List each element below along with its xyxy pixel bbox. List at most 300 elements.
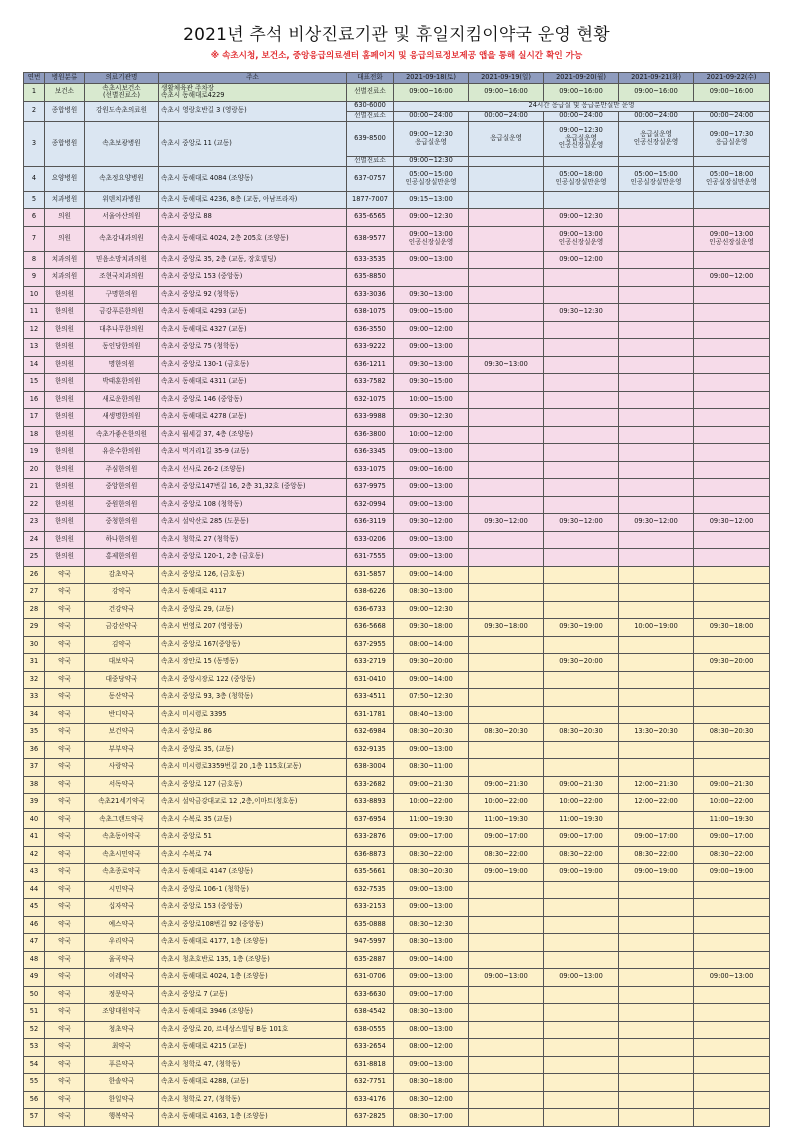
cell-d3-line3: 인공신장실운영 xyxy=(558,141,604,150)
cell-d5 xyxy=(694,226,770,251)
cell-d1: 08:30~22:00 xyxy=(394,846,469,864)
cell-d2: 09:00~21:30 xyxy=(469,776,544,794)
cell-d3 xyxy=(544,286,619,304)
table-row xyxy=(24,339,770,357)
cell-phone: 637-2825 xyxy=(347,1109,394,1127)
cell-d2 xyxy=(469,496,544,514)
cell-d1: 07:50~12:30 xyxy=(394,689,469,707)
cell-address: 속초시 중앙로 108 (청학동) xyxy=(159,496,347,514)
cell-d5 xyxy=(694,881,770,899)
cell-d4 xyxy=(619,356,694,374)
cell-d3 xyxy=(544,741,619,759)
table-row xyxy=(24,286,770,304)
cell-d2 xyxy=(469,636,544,654)
cell-type: 한의원 xyxy=(45,339,85,357)
cell-d2 xyxy=(469,391,544,409)
cell-no: 4 xyxy=(24,166,45,191)
cell-d3: 08:30~20:30 xyxy=(544,724,619,742)
cell-address: 속초시 동해대로 4311 (교동) xyxy=(159,374,347,392)
cell-no: 51 xyxy=(24,1004,45,1022)
cell-d2 xyxy=(469,251,544,269)
cell-d2: 11:00~19:30 xyxy=(469,811,544,829)
cell-phone: 633-3535 xyxy=(347,251,394,269)
cell-name: 행복약국 xyxy=(85,1109,159,1127)
cell-d3 xyxy=(544,156,619,166)
cell-d4 xyxy=(619,1091,694,1109)
cell-type: 약국 xyxy=(45,759,85,777)
cell-no: 37 xyxy=(24,759,45,777)
cell-d5 xyxy=(694,689,770,707)
cell-name: 한솔약국 xyxy=(85,1074,159,1092)
cell-name: 서울아산의원 xyxy=(85,209,159,227)
cell-phone: 636-8873 xyxy=(347,846,394,864)
cell-no: 39 xyxy=(24,794,45,812)
table-row xyxy=(24,1056,770,1074)
cell-d1-line1: 05:00~15:00 xyxy=(409,169,453,178)
cell-name: 부부약국 xyxy=(85,741,159,759)
cell-type: 한의원 xyxy=(45,391,85,409)
cell-d2 xyxy=(469,601,544,619)
cell-phone: 632-0994 xyxy=(347,496,394,514)
cell-d5 xyxy=(694,339,770,357)
cell-address: 속초시 장안로 15 (동명동) xyxy=(159,654,347,672)
cell-d3-line2: 인공신장실운영 xyxy=(558,237,604,246)
cell-phone: 선별진료소 xyxy=(347,84,394,102)
cell-d2 xyxy=(469,671,544,689)
cell-phone: 632-1075 xyxy=(347,391,394,409)
cell-d5: 11:00~19:30 xyxy=(694,811,770,829)
cell-d2 xyxy=(469,1021,544,1039)
cell-d2 xyxy=(469,689,544,707)
table-row xyxy=(24,209,770,227)
cell-d3: 08:30~22:00 xyxy=(544,846,619,864)
cell-d4 xyxy=(619,986,694,1004)
cell-phone: 638-3004 xyxy=(347,759,394,777)
cell-type: 약국 xyxy=(45,584,85,602)
cell-type: 치과의원 xyxy=(45,269,85,287)
table-row xyxy=(24,514,770,532)
cell-d5 xyxy=(694,951,770,969)
cell-d1: 09:00~13:00 xyxy=(394,444,469,462)
cell-address: 속초시 설악산로 285 (도문동) xyxy=(159,514,347,532)
cell-type: 약국 xyxy=(45,776,85,794)
cell-d2 xyxy=(469,1039,544,1057)
cell-no: 6 xyxy=(24,209,45,227)
cell-d5 xyxy=(694,304,770,322)
cell-phone: 632-7535 xyxy=(347,881,394,899)
cell-d2: 08:30~20:30 xyxy=(469,724,544,742)
header-phone: 대표전화 xyxy=(347,73,394,84)
cell-d1: 09:30~13:00 xyxy=(394,286,469,304)
cell-name: 이레약국 xyxy=(85,969,159,987)
cell-d2 xyxy=(469,1074,544,1092)
cell-no: 13 xyxy=(24,339,45,357)
cell-d1: 09:00~12:30 xyxy=(394,601,469,619)
cell-name: 속초정요양병원 xyxy=(85,166,159,191)
cell-d2 xyxy=(469,269,544,287)
cell-no: 32 xyxy=(24,671,45,689)
header-no: 연번 xyxy=(24,73,45,84)
cell-name: 시민약국 xyxy=(85,881,159,899)
cell-d3 xyxy=(544,636,619,654)
table-row xyxy=(24,934,770,952)
header-type: 병원분류 xyxy=(45,73,85,84)
cell-d1: 08:30~11:00 xyxy=(394,759,469,777)
cell-d3 xyxy=(544,1109,619,1127)
table-row xyxy=(24,461,770,479)
cell-d2 xyxy=(469,1004,544,1022)
cell-d5 xyxy=(694,121,770,156)
cell-d1: 09:00~15:00 xyxy=(394,304,469,322)
table-row xyxy=(24,671,770,689)
cell-d5 xyxy=(694,549,770,567)
cell-type: 약국 xyxy=(45,1039,85,1057)
cell-type: 약국 xyxy=(45,601,85,619)
cell-phone: 631-0706 xyxy=(347,969,394,987)
cell-type: 한의원 xyxy=(45,549,85,567)
cell-d4 xyxy=(619,549,694,567)
table-row xyxy=(24,584,770,602)
cell-d1: 08:40~13:00 xyxy=(394,706,469,724)
cell-name: 대추나무한의원 xyxy=(85,321,159,339)
cell-d2 xyxy=(469,286,544,304)
cell-d1: 08:30~13:00 xyxy=(394,584,469,602)
cell-phone: 637-0757 xyxy=(347,166,394,191)
cell-name: 강약국 xyxy=(85,584,159,602)
cell-d3 xyxy=(544,166,619,191)
cell-type: 한의원 xyxy=(45,304,85,322)
cell-d5 xyxy=(694,1074,770,1092)
cell-no: 7 xyxy=(24,226,45,251)
cell-no: 28 xyxy=(24,601,45,619)
cell-address: 속초시 중앙로 35, (교동) xyxy=(159,741,347,759)
cell-d2 xyxy=(469,191,544,209)
cell-d3 xyxy=(544,479,619,497)
cell-d3-line1: 09:00~12:30 xyxy=(559,126,603,135)
cell-no: 33 xyxy=(24,689,45,707)
cell-d5 xyxy=(694,156,770,166)
cell-no: 30 xyxy=(24,636,45,654)
cell-address: 속초시 중앙로 86 xyxy=(159,724,347,742)
cell-address: 속초시 월세길 37, 4층 (조양동) xyxy=(159,426,347,444)
cell-address: 속초시 동해대로 4024, 2층 205호 (조양동) xyxy=(159,226,347,251)
cell-phone: 638-0555 xyxy=(347,1021,394,1039)
cell-d5 xyxy=(694,374,770,392)
cell-type: 약국 xyxy=(45,689,85,707)
cell-d1: 09:00~17:00 xyxy=(394,986,469,1004)
cell-d2 xyxy=(469,166,544,191)
cell-d2 xyxy=(469,426,544,444)
cell-type: 약국 xyxy=(45,811,85,829)
cell-type: 한의원 xyxy=(45,286,85,304)
cell-d4 xyxy=(619,601,694,619)
cell-d5 xyxy=(694,1021,770,1039)
cell-phone: 635-6565 xyxy=(347,209,394,227)
cell-address: 속초시 먹거리1길 35-9 (교동) xyxy=(159,444,347,462)
cell-no: 19 xyxy=(24,444,45,462)
cell-d2 xyxy=(469,741,544,759)
cell-phone: 633-2682 xyxy=(347,776,394,794)
cell-address: 속초시 동해대로 4084 (조양동) xyxy=(159,166,347,191)
cell-phone: 631-7555 xyxy=(347,549,394,567)
cell-address: 속초시 중앙로 127 (금호동) xyxy=(159,776,347,794)
cell-d4 xyxy=(619,1039,694,1057)
cell-d5 xyxy=(694,321,770,339)
table-row xyxy=(24,864,770,882)
cell-d3: 11:00~19:30 xyxy=(544,811,619,829)
table-row xyxy=(24,191,770,209)
cell-no: 31 xyxy=(24,654,45,672)
cell-d4 xyxy=(619,1021,694,1039)
table-row xyxy=(24,654,770,672)
cell-d2 xyxy=(469,986,544,1004)
table-row xyxy=(24,724,770,742)
cell-no: 3 xyxy=(24,121,45,166)
cell-d4 xyxy=(619,304,694,322)
table-row xyxy=(24,1039,770,1057)
table-row xyxy=(24,479,770,497)
cell-d5: 09:00~13:00 xyxy=(694,969,770,987)
cell-d1: 09:00~14:00 xyxy=(394,566,469,584)
cell-d4: 10:00~19:00 xyxy=(619,619,694,637)
cell-phone: 637-6954 xyxy=(347,811,394,829)
cell-d4 xyxy=(619,374,694,392)
cell-d2: 10:00~22:00 xyxy=(469,794,544,812)
cell-d4 xyxy=(619,689,694,707)
table-row xyxy=(24,1109,770,1127)
cell-d3 xyxy=(544,934,619,952)
cell-address: 속초시 영랑호반길 3 (영랑동) xyxy=(159,101,347,121)
cell-type: 약국 xyxy=(45,899,85,917)
cell-d3 xyxy=(544,916,619,934)
cell-d1: 09:00~13:00 xyxy=(394,531,469,549)
cell-d5 xyxy=(694,391,770,409)
cell-d5 xyxy=(694,1109,770,1127)
cell-name: 강원도속초의료원 xyxy=(85,101,159,121)
cell-phone: 633-2153 xyxy=(347,899,394,917)
cell-d1: 09:30~13:00 xyxy=(394,356,469,374)
cell-d5-line2: 응급실운영 xyxy=(715,137,748,146)
cell-phone: 631-5857 xyxy=(347,566,394,584)
cell-type: 약국 xyxy=(45,916,85,934)
cell-phone: 635-8850 xyxy=(347,269,394,287)
cell-d5 xyxy=(694,584,770,602)
cell-d4 xyxy=(619,496,694,514)
cell-no: 16 xyxy=(24,391,45,409)
cell-d1: 09:00~16:00 xyxy=(394,84,469,102)
table-row xyxy=(24,776,770,794)
cell-type: 약국 xyxy=(45,706,85,724)
cell-no: 43 xyxy=(24,864,45,882)
cell-d5 xyxy=(694,209,770,227)
table-row xyxy=(24,304,770,322)
cell-d5: 00:00~24:00 xyxy=(694,111,770,121)
cell-d3 xyxy=(544,321,619,339)
cell-phone: 633-4176 xyxy=(347,1091,394,1109)
cell-d5: 10:00~22:00 xyxy=(694,794,770,812)
cell-phone-sub: 선별진료소 xyxy=(347,156,394,166)
cell-d4 xyxy=(619,1056,694,1074)
cell-no: 18 xyxy=(24,426,45,444)
cell-d4-line1: 05:00~15:00 xyxy=(634,169,678,178)
table-row xyxy=(24,426,770,444)
cell-type: 의원 xyxy=(45,226,85,251)
cell-d3: 09:00~17:00 xyxy=(544,829,619,847)
cell-d1: 09:00~13:00 xyxy=(394,969,469,987)
cell-d2 xyxy=(469,1056,544,1074)
cell-address: 속초시 미시령로 3395 xyxy=(159,706,347,724)
cell-address: 속초시 중앙로108번길 92 (중앙동) xyxy=(159,916,347,934)
cell-name: 새생명한의원 xyxy=(85,409,159,427)
cell-no: 26 xyxy=(24,566,45,584)
cell-d3 xyxy=(544,759,619,777)
cell-phone: 633-2719 xyxy=(347,654,394,672)
cell-address-line2: 속초시 동해대로4229 xyxy=(161,91,225,100)
cell-name: 하나한의원 xyxy=(85,531,159,549)
cell-d2: 08:30~22:00 xyxy=(469,846,544,864)
cell-d1: 08:30~12:00 xyxy=(394,1091,469,1109)
cell-type: 한의원 xyxy=(45,356,85,374)
cell-address: 속초시 중앙로 88 xyxy=(159,209,347,227)
cell-d5 xyxy=(694,1091,770,1109)
cell-no: 14 xyxy=(24,356,45,374)
cell-address: 속초시 중앙로147번길 16, 2층 31,32호 (중앙동) xyxy=(159,479,347,497)
cell-name: 새로운한의원 xyxy=(85,391,159,409)
cell-d5 xyxy=(694,1056,770,1074)
cell-d2 xyxy=(469,374,544,392)
cell-name: 반디약국 xyxy=(85,706,159,724)
cell-d5: 08:30~20:30 xyxy=(694,724,770,742)
table-row xyxy=(24,1004,770,1022)
table-row xyxy=(24,166,770,191)
cell-d5-line1: 09:00~13:00 xyxy=(709,229,754,238)
cell-d4 xyxy=(619,121,694,156)
cell-address: 속초시 중앙로 20, 르네상스빌딩 B동 101호 xyxy=(159,1021,347,1039)
cell-d2 xyxy=(469,1109,544,1127)
cell-d3 xyxy=(544,461,619,479)
cell-no: 29 xyxy=(24,619,45,637)
table-row xyxy=(24,881,770,899)
page-title: 2021년 추석 비상진료기관 및 휴일지킴이약국 운영 현황 xyxy=(183,25,610,45)
cell-address: 속초시 수복로 74 xyxy=(159,846,347,864)
cell-name: 속초그랜드약국 xyxy=(85,811,159,829)
cell-d2: 09:00~19:00 xyxy=(469,864,544,882)
cell-d2 xyxy=(469,566,544,584)
table-row xyxy=(24,269,770,287)
cell-phone: 635-0888 xyxy=(347,916,394,934)
cell-type: 약국 xyxy=(45,846,85,864)
cell-name: 박태훈한의원 xyxy=(85,374,159,392)
cell-no: 23 xyxy=(24,514,45,532)
cell-d3 xyxy=(544,706,619,724)
cell-d2 xyxy=(469,226,544,251)
table-row xyxy=(24,409,770,427)
cell-d5: 09:00~16:00 xyxy=(694,84,770,102)
cell-d5 xyxy=(694,409,770,427)
table-row xyxy=(24,531,770,549)
cell-d5 xyxy=(694,531,770,549)
cell-d3-line2: 응급실운영 xyxy=(565,133,597,142)
cell-address: 속초시 미시령로3359번길 20 ,1층 115호(교동) xyxy=(159,759,347,777)
cell-d1: 09:00~13:00 xyxy=(394,251,469,269)
cell-d1: 09:00~13:00 xyxy=(394,1056,469,1074)
cell-type: 치과의원 xyxy=(45,251,85,269)
cell-phone: 635-5661 xyxy=(347,864,394,882)
cell-d3: 09:00~12:00 xyxy=(544,251,619,269)
cell-address: 속초시 동해대로 4236, 8층 (교동, 아남프라자) xyxy=(159,191,347,209)
cell-d2 xyxy=(469,461,544,479)
cell-d4 xyxy=(619,209,694,227)
cell-d5: 09:30~12:00 xyxy=(694,514,770,532)
cell-d3 xyxy=(544,391,619,409)
cell-name: 속초시민약국 xyxy=(85,846,159,864)
cell-no: 47 xyxy=(24,934,45,952)
table-row xyxy=(24,706,770,724)
cell-phone: 631-8818 xyxy=(347,1056,394,1074)
cell-address: 속초시 번영로 207 (영랑동) xyxy=(159,619,347,637)
cell-d4 xyxy=(619,531,694,549)
cell-name: 구명한의원 xyxy=(85,286,159,304)
cell-address: 속초시 중앙로 120-1, 2층 (금호동) xyxy=(159,549,347,567)
cell-d4 xyxy=(619,191,694,209)
table-row xyxy=(24,1021,770,1039)
cell-address: 속초시 중앙로 126, (금호동) xyxy=(159,566,347,584)
cell-name: 최약국 xyxy=(85,1039,159,1057)
cell-d3 xyxy=(544,444,619,462)
cell-no: 44 xyxy=(24,881,45,899)
cell-d3 xyxy=(544,531,619,549)
cell-no: 42 xyxy=(24,846,45,864)
cell-phone: 637-9975 xyxy=(347,479,394,497)
cell-d4 xyxy=(619,444,694,462)
cell-address: 속초시 중앙로 106-1 (청학동) xyxy=(159,881,347,899)
cell-d1: 09:00~21:30 xyxy=(394,776,469,794)
cell-phone: 638-6226 xyxy=(347,584,394,602)
cell-d2: 00:00~24:00 xyxy=(469,111,544,121)
cell-d4: 08:30~22:00 xyxy=(619,846,694,864)
cell-d3: 09:00~21:30 xyxy=(544,776,619,794)
cell-d1-line2: 인공실장실만운영 xyxy=(405,177,457,186)
cell-name: 감초약국 xyxy=(85,566,159,584)
cell-phone: 636-3119 xyxy=(347,514,394,532)
cell-address-line1: 생활체육관 주차장 xyxy=(161,83,215,92)
header-date-0918: 2021-09-18(토) xyxy=(394,73,469,84)
table-row xyxy=(24,601,770,619)
cell-d3: 09:00~19:00 xyxy=(544,864,619,882)
cell-name: 십자약국 xyxy=(85,899,159,917)
cell-name: 속초동아약국 xyxy=(85,829,159,847)
cell-phone: 630-6000 xyxy=(347,101,394,111)
cell-d5 xyxy=(694,899,770,917)
cell-d1: 09:00~13:00 xyxy=(394,496,469,514)
cell-d3-line1: 09:00~13:00 xyxy=(559,229,603,238)
table-row xyxy=(24,846,770,864)
cell-name: 금강푸른한의원 xyxy=(85,304,159,322)
cell-d5: 08:30~22:00 xyxy=(694,846,770,864)
table-row xyxy=(24,391,770,409)
cell-d4: 00:00~24:00 xyxy=(619,111,694,121)
table-row xyxy=(24,121,770,156)
cell-type: 의원 xyxy=(45,209,85,227)
cell-d3 xyxy=(544,584,619,602)
cell-d2 xyxy=(469,209,544,227)
cell-d1: 09:00~13:00 xyxy=(394,899,469,917)
cell-d3 xyxy=(544,1021,619,1039)
cell-type: 약국 xyxy=(45,829,85,847)
cell-d5: 09:00~12:00 xyxy=(694,269,770,287)
cell-type: 치과병원 xyxy=(45,191,85,209)
cell-phone-sub: 선별진료소 xyxy=(347,111,394,121)
